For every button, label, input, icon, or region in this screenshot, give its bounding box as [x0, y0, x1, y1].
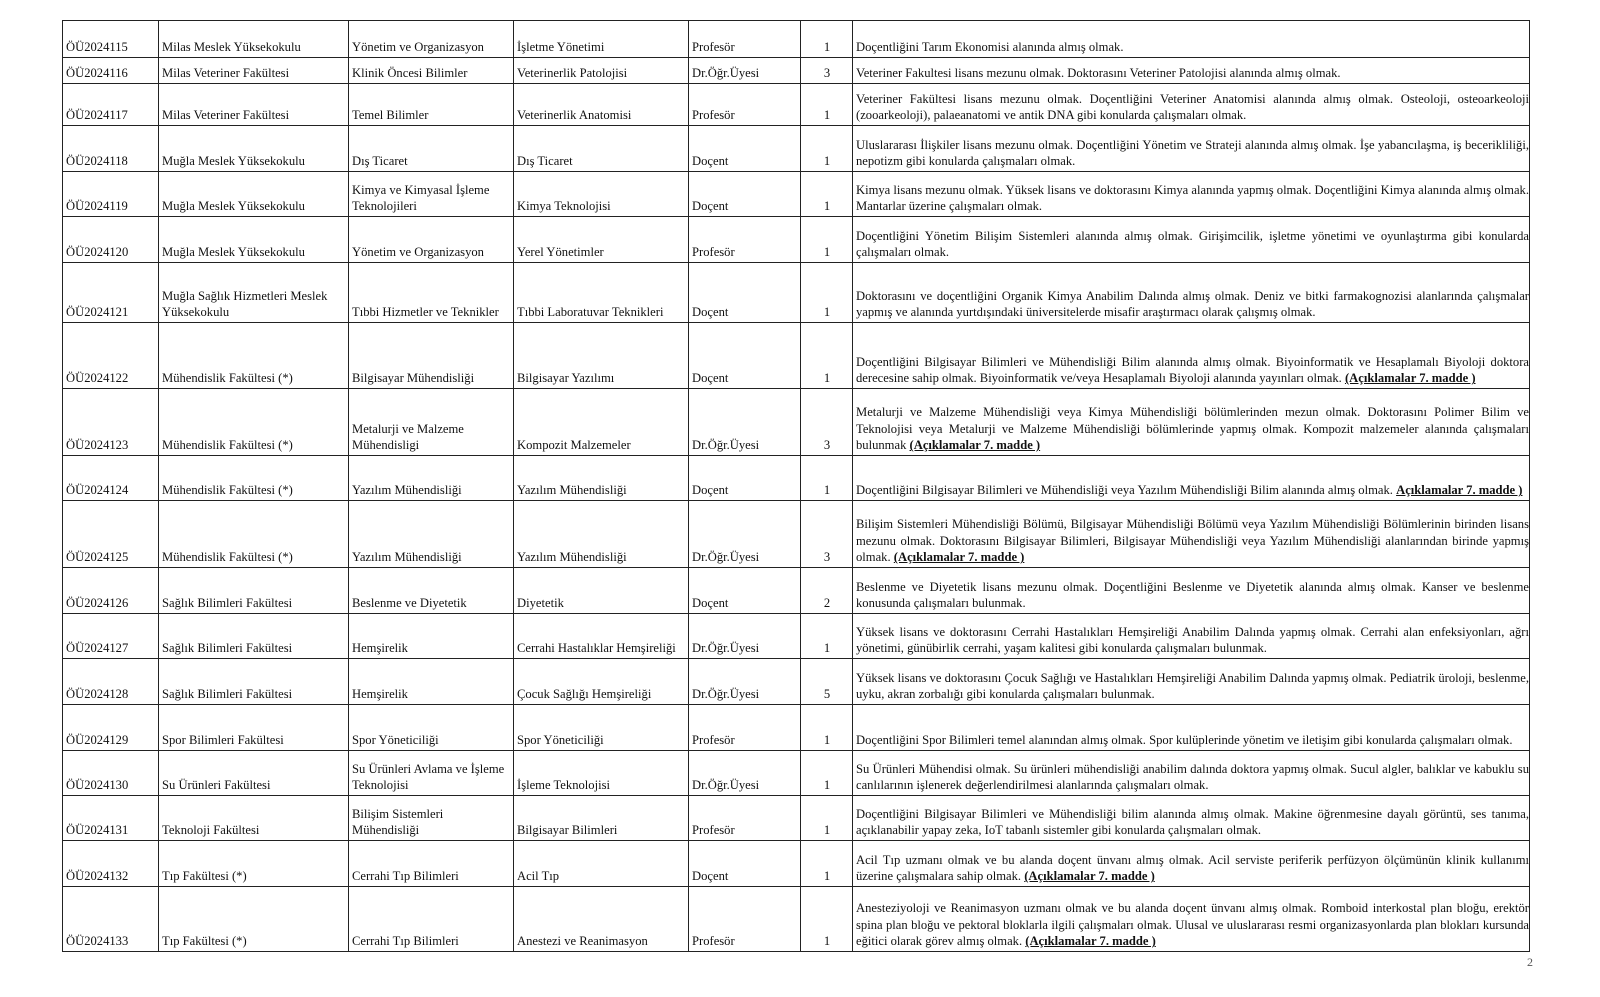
requirements-cell [853, 84, 1530, 126]
academic-unit-cell: Spor Bilimleri Fakültesi [159, 705, 349, 751]
explanation-reference-link: Açıklamalar 7. madde ) [1396, 483, 1523, 498]
academic-title-cell: Dr.Öğr.Üyesi [689, 751, 801, 796]
requirement-text: Su Ürünleri Mühendisi olmak. Su ürünleri mühendisliği anabilim dalında doktora yapmış olmak. Sucul algler, balıklar ve kabuklu su canlılarının işlenerek değerlendirilmesi alanlarında çalışmaları olmak. [856, 761, 1529, 793]
position-code-cell: ÖÜ2024128 [63, 659, 159, 705]
table-row [63, 796, 1530, 841]
explanation-reference-link: (Açıklamalar 7. madde ) [893, 550, 1025, 565]
position-code-cell: ÖÜ2024116 [63, 58, 159, 84]
position-code-cell: ÖÜ2024123 [63, 389, 159, 456]
academic-title-cell: Doçent [689, 456, 801, 501]
requirements-cell [853, 263, 1530, 323]
table-row [63, 456, 1530, 501]
academic-title-cell: Doçent [689, 323, 801, 389]
position-count-cell: 2 [801, 568, 853, 614]
academic-title-cell: Dr.Öğr.Üyesi [689, 501, 801, 568]
department-cell: Klinik Öncesi Bilimler [349, 58, 514, 84]
field-of-study-cell: Çocuk Sağlığı Hemşireliği [514, 659, 689, 705]
field-of-study-cell: Diyetetik [514, 568, 689, 614]
positions-table-body [63, 21, 1530, 952]
position-count-cell: 3 [801, 501, 853, 568]
academic-unit-cell: Milas Veteriner Fakültesi [159, 84, 349, 126]
position-code-cell: ÖÜ2024131 [63, 796, 159, 841]
academic-title-cell: Dr.Öğr.Üyesi [689, 58, 801, 84]
table-row [63, 263, 1530, 323]
position-count-cell: 1 [801, 614, 853, 659]
position-count-cell: 1 [801, 172, 853, 217]
academic-unit-cell: Mühendislik Fakültesi (*) [159, 323, 349, 389]
department-cell: Bilişim Sistemleri Mühendisliği [349, 796, 514, 841]
requirements-cell [853, 887, 1530, 952]
position-code-cell: ÖÜ2024122 [63, 323, 159, 389]
requirements-cell [853, 501, 1530, 568]
academic-title-cell: Dr.Öğr.Üyesi [689, 659, 801, 705]
requirements-cell [853, 705, 1530, 751]
table-row [63, 705, 1530, 751]
table-row [63, 501, 1530, 568]
position-code-cell: ÖÜ2024121 [63, 263, 159, 323]
explanation-reference-link: (Açıklamalar 7. madde ) [1024, 869, 1155, 884]
position-count-cell: 1 [801, 263, 853, 323]
position-code-cell: ÖÜ2024125 [63, 501, 159, 568]
field-of-study-cell: Spor Yöneticiliği [514, 705, 689, 751]
position-count-cell: 1 [801, 796, 853, 841]
field-of-study-cell: İşletme Yönetimi [514, 21, 689, 58]
academic-unit-cell: Su Ürünleri Fakültesi [159, 751, 349, 796]
table-row [63, 21, 1530, 58]
field-of-study-cell: Tıbbi Laboratuvar Teknikleri [514, 263, 689, 323]
requirements-cell [853, 659, 1530, 705]
academic-unit-cell: Mühendislik Fakültesi (*) [159, 456, 349, 501]
explanation-reference-link: (Açıklamalar 7. madde ) [1025, 934, 1156, 949]
requirements-cell [853, 456, 1530, 501]
department-cell: Kimya ve Kimyasal İşleme Teknolojileri [349, 172, 514, 217]
position-count-cell: 5 [801, 659, 853, 705]
position-code-cell: ÖÜ2024118 [63, 126, 159, 172]
requirement-text: Uluslararası İlişkiler lisans mezunu olmak. Doçentliğini Yönetim ve Strateji alanında almış olmak. İşe yabancılaşma, iş becerikliliği, nepotizm gibi konularda çalışmaları olmak. [856, 137, 1529, 169]
explanation-reference-link: (Açıklamalar 7. madde ) [1344, 371, 1476, 386]
position-code-cell: ÖÜ2024126 [63, 568, 159, 614]
academic-unit-cell: Tıp Fakültesi (*) [159, 887, 349, 952]
department-cell: Yönetim ve Organizasyon [349, 21, 514, 58]
requirements-cell [853, 389, 1530, 456]
academic-unit-cell: Muğla Meslek Yüksekokulu [159, 126, 349, 172]
requirements-cell [853, 841, 1530, 887]
table-row [63, 887, 1530, 952]
academic-unit-cell: Sağlık Bilimleri Fakültesi [159, 614, 349, 659]
requirements-cell [853, 751, 1530, 796]
field-of-study-cell: Kompozit Malzemeler [514, 389, 689, 456]
requirement-text: Yüksek lisans ve doktorasını Çocuk Sağlığı ve Hastalıkları Hemşireliği Anabilim Dalında yapmış olmak. Pediatrik üroloji, beslenme, uyku, akran zorbalığı gibi konularda çalışmaları bulunmak. [856, 670, 1529, 702]
position-count-cell: 1 [801, 126, 853, 172]
department-cell: Hemşirelik [349, 614, 514, 659]
table-row [63, 389, 1530, 456]
requirements-cell [853, 58, 1530, 84]
position-code-cell: ÖÜ2024117 [63, 84, 159, 126]
academic-unit-cell: Tıp Fakültesi (*) [159, 841, 349, 887]
requirement-text: Acil Tıp uzmanı olmak ve bu alanda doçent ünvanı almış olmak. Acil serviste periferik perfüzyon ölçümünün klinik kullanımı üzerine çalışmalara sahip olmak. [856, 852, 1529, 884]
requirements-cell [853, 323, 1530, 389]
position-count-cell: 1 [801, 887, 853, 952]
academic-unit-cell: Milas Veteriner Fakültesi [159, 58, 349, 84]
department-cell: Cerrahi Tıp Bilimleri [349, 841, 514, 887]
field-of-study-cell: Dış Ticaret [514, 126, 689, 172]
table-row [63, 84, 1530, 126]
requirement-text: Bilişim Sistemleri Mühendisliği Bölümü, Bilgisayar Mühendisliği Bölümü veya Yazılım Mühendisliği Bölümlerinin birinden lisans mezunu olmak. Doktorasını Bilgisayar Bilimleri, Bilgisayar Mühendisliği veya Yazılım Mühendisliği alanlarından birinde yapmış olmak. [856, 517, 1529, 565]
table-row [63, 841, 1530, 887]
requirements-cell [853, 126, 1530, 172]
requirement-text: Doçentliğini Tarım Ekonomisi alanında almış olmak. [856, 40, 1124, 55]
table-row [63, 659, 1530, 705]
department-cell: Dış Ticaret [349, 126, 514, 172]
position-code-cell: ÖÜ2024130 [63, 751, 159, 796]
requirement-text: Metalurji ve Malzeme Mühendisliği veya Kimya Mühendisliği bölümlerinden mezun olmak. Doktorasını Polimer Bilim ve Teknolojisi veya Metalurji ve Malzeme Mühendisliği bölümlerinde yapmış olmak. Kompozit malzemeler alanında çalışmaları bulunmak [856, 405, 1529, 453]
department-cell: Metalurji ve Malzeme Mühendisligi [349, 389, 514, 456]
position-count-cell: 1 [801, 21, 853, 58]
position-count-cell: 1 [801, 456, 853, 501]
academic-title-cell: Profesör [689, 887, 801, 952]
requirement-text: Yüksek lisans ve doktorasını Cerrahi Hastalıkları Hemşireliği Anabilim Dalında yapmış olmak. Cerrahi alan enfeksiyonları, ağrı yönetimi, günübirlik cerrahi, yaşam kalitesi gibi konularda çalışmaları bulunmak. [856, 624, 1529, 656]
academic-unit-cell: Sağlık Bilimleri Fakültesi [159, 659, 349, 705]
academic-title-cell: Doçent [689, 172, 801, 217]
position-code-cell: ÖÜ2024119 [63, 172, 159, 217]
academic-title-cell: Profesör [689, 796, 801, 841]
requirement-text: Doçentliğini Bilgisayar Bilimleri ve Mühendisliği bilim alanında almış olmak. Makine öğrenmesine dayalı görüntü, ses tanıma, açıklanabilir yapay zeka, IoT tabanlı sistemler gibi konularda çalışmaları olmak. [856, 806, 1529, 838]
department-cell: Su Ürünleri Avlama ve İşleme Teknolojisi [349, 751, 514, 796]
table-row [63, 172, 1530, 217]
table-row [63, 568, 1530, 614]
requirement-text: Doçentliğini Bilgisayar Bilimleri ve Mühendisliği Bilim alanında almış olmak. Biyoinformatik ve Hesaplamalı Biyoloji doktora derecesine sahip olmak. Biyoinformatik ve/veya Hesaplamalı Biyoloji alanında yayınları olmak. [856, 354, 1529, 386]
field-of-study-cell: Bilgisayar Bilimleri [514, 796, 689, 841]
field-of-study-cell: Veterinerlik Anatomisi [514, 84, 689, 126]
position-count-cell: 1 [801, 217, 853, 263]
requirements-cell [853, 172, 1530, 217]
field-of-study-cell: Cerrahi Hastalıklar Hemşireliği [514, 614, 689, 659]
requirement-text: Veteriner Fakultesi lisans mezunu olmak. Doktorasını Veteriner Patolojisi alanında almış olmak. [856, 66, 1341, 81]
requirement-text: Beslenme ve Diyetetik lisans mezunu olmak. Doçentliğini Beslenme ve Diyetetik alanında almış olmak. Kanser ve beslenme konusunda çalışmaları bulunmak. [856, 579, 1529, 611]
position-code-cell: ÖÜ2024133 [63, 887, 159, 952]
position-count-cell: 3 [801, 58, 853, 84]
requirement-text: Veteriner Fakültesi lisans mezunu olmak. Doçentliğini Veteriner Anatomisi alanında almış olmak. Osteoloji, osteoarkeoloji (zooarkeoloji), palaeanatomi ve antik DNA gibi konularda çalışmaları olmak. [856, 91, 1529, 123]
position-code-cell: ÖÜ2024124 [63, 456, 159, 501]
position-count-cell: 1 [801, 323, 853, 389]
explanation-reference-link: (Açıklamalar 7. madde ) [909, 438, 1041, 453]
academic-title-cell: Profesör [689, 21, 801, 58]
field-of-study-cell: Veterinerlik Patolojisi [514, 58, 689, 84]
table-row [63, 126, 1530, 172]
academic-unit-cell: Muğla Sağlık Hizmetleri Meslek Yüksekokulu [159, 263, 349, 323]
requirement-text: Doktorasını ve doçentliğini Organik Kimya Anabilim Dalında almış olmak. Deniz ve bitki farmakognozisi alanlarında çalışmalar yapmış ve alanında yurtdışındaki üniversitelerde misafir araştırmacı olarak çalışmış olmak. [856, 288, 1529, 320]
academic-unit-cell: Mühendislik Fakültesi (*) [159, 389, 349, 456]
position-count-cell: 1 [801, 84, 853, 126]
table-row [63, 614, 1530, 659]
academic-title-cell: Doçent [689, 263, 801, 323]
academic-title-cell: Doçent [689, 841, 801, 887]
academic-title-cell: Profesör [689, 705, 801, 751]
page-number: 2 [1527, 955, 1533, 969]
requirement-text: Doçentliğini Yönetim Bilişim Sistemleri alanında almış olmak. Girişimcilik, işletme yönetimi ve oyunlaştırma gibi konularda çalışmaları olmak. [856, 228, 1529, 260]
department-cell: Spor Yöneticiliği [349, 705, 514, 751]
academic-unit-cell: Mühendislik Fakültesi (*) [159, 501, 349, 568]
field-of-study-cell: Yerel Yönetimler [514, 217, 689, 263]
requirements-cell [853, 614, 1530, 659]
field-of-study-cell: Acil Tıp [514, 841, 689, 887]
field-of-study-cell: İşleme Teknolojisi [514, 751, 689, 796]
academic-title-cell: Profesör [689, 217, 801, 263]
department-cell: Hemşirelik [349, 659, 514, 705]
academic-title-cell: Doçent [689, 126, 801, 172]
positions-table [62, 20, 1530, 952]
field-of-study-cell: Kimya Teknolojisi [514, 172, 689, 217]
requirement-text: Kimya lisans mezunu olmak. Yüksek lisans ve doktorasını Kimya alanında yapmış olmak. Doçentliğini Kimya alanında almış olmak. Mantarlar üzerine çalışmaları olmak. [856, 182, 1529, 214]
academic-unit-cell: Teknoloji Fakültesi [159, 796, 349, 841]
field-of-study-cell: Yazılım Mühendisliği [514, 501, 689, 568]
academic-title-cell: Dr.Öğr.Üyesi [689, 614, 801, 659]
position-count-cell: 1 [801, 841, 853, 887]
requirements-cell [853, 217, 1530, 263]
requirements-cell [853, 568, 1530, 614]
academic-unit-cell: Muğla Meslek Yüksekokulu [159, 172, 349, 217]
table-row [63, 58, 1530, 84]
requirement-text: Doçentliğini Spor Bilimleri temel alanından almış olmak. Spor kulüplerinde yönetim ve iletişim gibi konularda çalışmaları olmak. [856, 733, 1513, 748]
requirements-cell [853, 796, 1530, 841]
academic-title-cell: Dr.Öğr.Üyesi [689, 389, 801, 456]
department-cell: Beslenme ve Diyetetik [349, 568, 514, 614]
academic-unit-cell: Sağlık Bilimleri Fakültesi [159, 568, 349, 614]
position-count-cell: 3 [801, 389, 853, 456]
department-cell: Bilgisayar Mühendisliği [349, 323, 514, 389]
academic-unit-cell: Milas Meslek Yüksekokulu [159, 21, 349, 58]
position-count-cell: 1 [801, 705, 853, 751]
field-of-study-cell: Yazılım Mühendisliği [514, 456, 689, 501]
requirement-text: Anesteziyoloji ve Reanimasyon uzmanı olmak ve bu alanda doçent ünvanı almış olmak. Romboid interkostal plan bloğu, erektör spina plan bloğu ve pektoral bloklarla ilgili çalışmaları olmak. Ulusal ve uluslararası resmi organizasyonlarda plan blokları kursunda eğitici olarak görev almış olmak. [856, 901, 1529, 949]
academic-title-cell: Profesör [689, 84, 801, 126]
academic-title-cell: Doçent [689, 568, 801, 614]
academic-unit-cell: Muğla Meslek Yüksekokulu [159, 217, 349, 263]
position-code-cell: ÖÜ2024120 [63, 217, 159, 263]
field-of-study-cell: Anestezi ve Reanimasyon [514, 887, 689, 952]
position-code-cell: ÖÜ2024127 [63, 614, 159, 659]
field-of-study-cell: Bilgisayar Yazılımı [514, 323, 689, 389]
table-row [63, 217, 1530, 263]
department-cell: Yönetim ve Organizasyon [349, 217, 514, 263]
requirement-text: Doçentliğini Bilgisayar Bilimleri ve Mühendisliği veya Yazılım Mühendisliği Bilim alanında almış olmak. [856, 483, 1393, 498]
department-cell: Tıbbi Hizmetler ve Teknikler [349, 263, 514, 323]
department-cell: Yazılım Mühendisliği [349, 501, 514, 568]
department-cell: Temel Bilimler [349, 84, 514, 126]
position-count-cell: 1 [801, 751, 853, 796]
requirements-cell [853, 21, 1530, 58]
table-row [63, 323, 1530, 389]
department-cell: Cerrahi Tıp Bilimleri [349, 887, 514, 952]
position-code-cell: ÖÜ2024115 [63, 21, 159, 58]
position-code-cell: ÖÜ2024132 [63, 841, 159, 887]
table-row [63, 751, 1530, 796]
position-code-cell: ÖÜ2024129 [63, 705, 159, 751]
department-cell: Yazılım Mühendisliği [349, 456, 514, 501]
